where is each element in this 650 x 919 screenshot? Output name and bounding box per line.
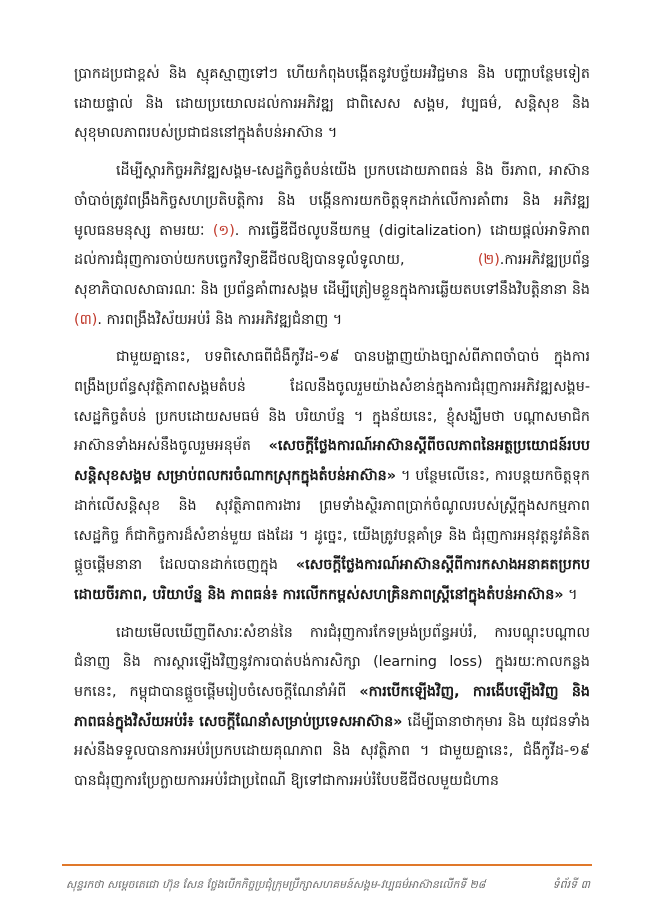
- list-marker-2: (២): [477, 252, 500, 269]
- page-number: ទំព័រទី ៣: [552, 878, 590, 891]
- paragraph-text: ប្រាកដប្រជាខ្ពស់ និង ស្មុគស្មាញទៅៗ ហើយកំពុងបង្កើតនូវបច្ច័យអវិជ្ជមាន និង បញ្ហាបន្ថែមទៀត ដោយផ្ទាល់ និង ដោយប្រយោលដល់ការអភិវឌ្ឍ ជាពិសេស សង្គម, វប្បធម៌, សន្តិសុខ និង សុខុមាលភាពរបស់ប្រជាជននៅក្នុងតំបន់អាស៊ាន ។: [74, 66, 590, 142]
- paragraph-text: ។: [563, 586, 578, 603]
- footer-title: សុន្ទរកថា សម្តេចតេជោ ហ៊ុន សែន ថ្លែងបើកកិច្ចប្រជុំក្រុមប្រឹក្សាសហគមន៍សង្គម-វប្បធម៌អាស៊ានលើកទី ២៨: [66, 878, 486, 891]
- declaration-title: «សេចក្តីថ្លែងការណ៍អាស៊ានស្តីពីចលភាពនៃអត្ថប្រយោជន៍របបសន្តិសុខសង្គម សម្រាប់ពលករចំណាកស្រុកក្នុងតំបន់អាស៊ាន»: [74, 438, 590, 485]
- paragraph-text: ដើម្បីធានាថាកុមារ និង យុវជនទាំងអស់នឹងទទួលបានការអប់រំប្រកបដោយគុណភាព និង សុវត្ថិភាព ។ ជាមួយគ្នានេះ, ជំងឺកូវីដ-១៩ បានជំរុញការប្រែក្លាយការអប់រំជាប្រពៃណី ឱ្យទៅជាការអប់រំបែបឌីជីថលមួយជំហាន: [74, 713, 591, 790]
- speech-body: [74, 60, 590, 805]
- paragraph-3: [74, 343, 590, 610]
- paragraph-2: [74, 157, 590, 335]
- guideline-title: «ការបើកឡើងវិញ, ការងើបឡើងវិញ និង ភាពធន់ក្នុងវិស័យអប់រំ៖ សេចក្តីណែនាំសម្រាប់ប្រទេសអាស៊ាន»: [74, 684, 590, 730]
- paragraph-text: ដើម្បីស្តារកិច្ចអភិវឌ្ឍសង្គម-សេដ្ឋកិច្ចតំបន់យើង ប្រកបដោយភាពធន់ និង ចីរភាព, អាស៊ានចាំបាច់ត្រូវពង្រឹងកិច្ចសហប្រតិបត្តិការ និង បង្កើនការយកចិត្តទុកដាក់លើការគាំពារ និង អភិវឌ្ឍមូលធនមនុស្ស តាមរយៈ: [74, 163, 590, 239]
- declaration-title: «សេចក្តីថ្លែងការណ៍អាស៊ានស្តីពីការកសាងអនាគតប្រកបដោយចីរភាព, បរិយាប័ន្ន និង ភាពធន់៖ ការលើកកម្ពស់សហគ្រិនភាពស្ត្រីនៅក្នុងតំបន់អាស៊ាន»: [74, 557, 590, 603]
- paragraph-text: ដោយមើលឃើញពីសារៈសំខាន់នៃ ការជំរុញការកែទម្រង់ប្រព័ន្ធអប់រំ, ការបណ្តុះបណ្តាលជំនាញ និង ការស្តារឡើងវិញនូវការបាត់បង់ការសិក្សា (learning loss) ក្នុងរយៈកាលកន្លងមកនេះ, កម្ពុជាបានផ្តួចផ្តើមរៀបចំសេចក្តីណែនាំអំពី: [74, 624, 590, 701]
- paragraph-text: . ការពង្រឹងវិស័យអប់រំ និង ការអភិវឌ្ឍជំនាញ ។: [97, 311, 343, 328]
- list-marker-3: (៣): [74, 311, 98, 328]
- footer-rule: [62, 864, 592, 866]
- paragraph-1: [74, 60, 590, 149]
- paragraph-text: ជាមួយគ្នានេះ, បទពិសោធពីជំងឺកូវីដ-១៩ បានបង្ហាញយ៉ាងច្បាស់ពីភាពចាំបាច់ ក្នុងការពង្រឹងប្រព័ន្ធសុវត្ថិភាពសង្គមតំបន់ ដែលនឹងចូលរួមយ៉ាងសំខាន់ក្នុងការជំរុញការអភិវឌ្ឍសង្គម-សេដ្ឋកិច្ចតំបន់ ប្រកបដោយសមធម៌ និង បរិយាប័ន្ន ។ ក្នុងន័យនេះ, ខ្ញុំសង្ឃឹមថា បណ្តាសមាជិកអាស៊ានទាំងអស់នឹងចូលរួមអនុម័ត: [74, 349, 590, 455]
- paragraph-text: .ការអភិវឌ្ឍប្រព័ន្ធសុខាភិបាលសាធារណៈ និង ប្រព័ន្ធគាំពារសង្គម ដើម្បីត្រៀមខ្លួនក្នុងការឆ្លើយតបទៅនឹងវិបត្តិនានា និង: [74, 252, 590, 298]
- list-marker-1: (១): [212, 222, 235, 239]
- paragraph-text: ។ បន្ថែមលើនេះ, ការបន្តយកចិត្តទុកដាក់លើសន្តិសុខ និង សុវត្ថិភាពការងារ ព្រមទាំងស្ថិរភាពប្រាក់ចំណូលរបស់ស្ត្រីក្នុងសកម្មភាពសេដ្ឋកិច្ច ក៏ជាកិច្ចការដ៏សំខាន់មួយ ផងដែរ ។ ដូច្នេះ, យើងត្រូវបន្តគាំទ្រ និង ជំរុញការអនុវត្តនូវគំនិតផ្តួចផ្តើមនានា ដែលបានដាក់ចេញក្នុង: [74, 468, 591, 574]
- paragraph-4: [74, 619, 590, 797]
- paragraph-text: . ការធ្វើឌីជីថលូបនីយកម្ម (digitalization) ដោយផ្តល់អាទិភាពដល់ការជំរុញការចាប់យកបច្ចេកវិទ្យាឌីជីថលឱ្យបានទូលំទូលាយ,: [74, 222, 591, 269]
